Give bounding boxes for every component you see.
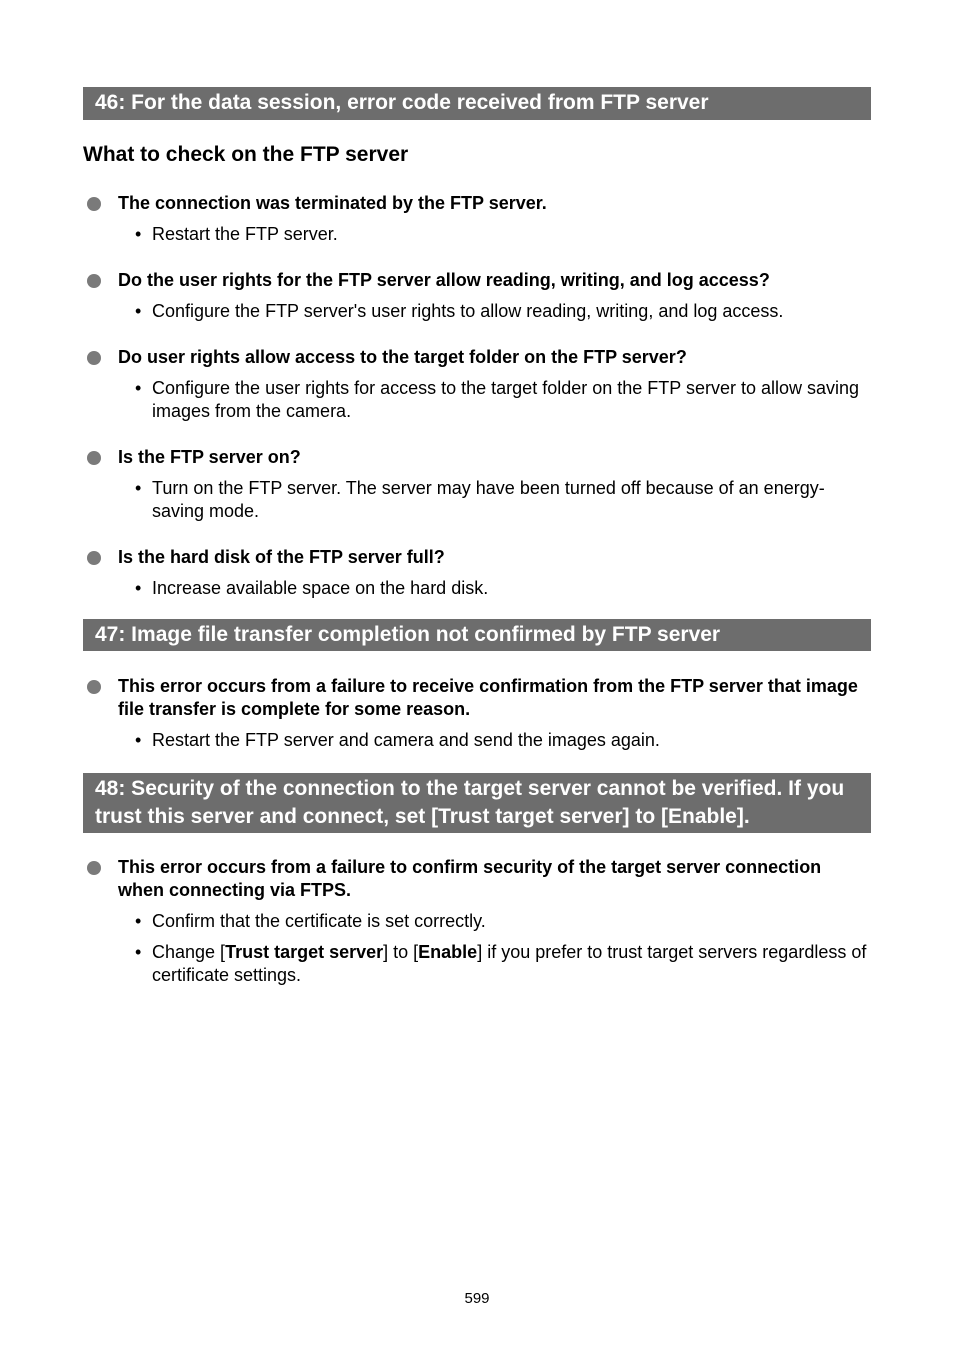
page-number: 599	[464, 1290, 490, 1307]
answer-item	[118, 729, 871, 752]
bullet-glyph: •	[135, 300, 142, 321]
answer-text: Restart the FTP server.	[152, 223, 338, 244]
answer-list	[118, 300, 871, 323]
question-item	[83, 675, 871, 752]
answer-item	[118, 477, 871, 523]
question-item	[83, 856, 871, 987]
question-text: Do user rights allow access to the target folder on the FTP server?	[118, 346, 687, 367]
answer-list	[118, 729, 871, 752]
bullet-dot-icon	[87, 274, 101, 288]
answer-item	[118, 941, 871, 987]
answer-item	[118, 577, 871, 600]
bullet-glyph: •	[135, 577, 142, 598]
answer-text: Increase available space on the hard disk.	[152, 577, 489, 598]
bullet-dot-icon	[87, 351, 101, 365]
question-text: Do the user rights for the FTP server allow reading, writing, and log access?	[118, 269, 770, 290]
answer-item	[118, 300, 871, 323]
bullet-dot-icon	[87, 680, 101, 694]
bullet-glyph: •	[135, 223, 142, 244]
bullet-dot-icon	[87, 551, 101, 565]
answer-list	[118, 377, 871, 423]
answer-list	[118, 910, 871, 987]
question-text: This error occurs from a failure to receive confirmation from the FTP server that image file transfer is complete for some reason.	[118, 676, 858, 719]
question-item	[83, 269, 871, 323]
section-heading-48: 48: Security of the connection to the target server cannot be verified. If you trust this server and connect, set [Trust target server] to [Enable].	[83, 773, 871, 833]
answer-text: Confirm that the certificate is set correctly.	[152, 911, 486, 931]
setting-name: Trust target server	[225, 942, 384, 962]
bullet-glyph: •	[135, 377, 142, 398]
answer-text: Configure the user rights for access to the target folder on the FTP server to allow saving images from the camera.	[152, 377, 860, 421]
subheading: What to check on the FTP server	[83, 142, 409, 166]
question-item	[83, 546, 871, 600]
answer-list	[118, 223, 871, 246]
setting-value: Enable	[418, 942, 478, 962]
question-item	[83, 446, 871, 523]
answer-text-middle: ] to [	[383, 942, 419, 962]
bullet-dot-icon	[87, 451, 101, 465]
answer-text: Turn on the FTP server. The server may have been turned off because of an energy-saving mode.	[152, 477, 825, 521]
bullet-dot-icon	[87, 197, 101, 211]
answer-text-suffix: ] if you prefer to trust target servers regardless of certificate settings.	[152, 942, 867, 985]
page-content	[83, 87, 871, 995]
answer-item	[118, 377, 871, 423]
bullet-glyph: •	[135, 477, 142, 498]
answer-item	[118, 910, 871, 933]
bullet-glyph: •	[135, 911, 142, 931]
answer-text: Restart the FTP server and camera and send the images again.	[152, 730, 660, 750]
section-heading-47: 47: Image file transfer completion not confirmed by FTP server	[83, 619, 871, 652]
question-item	[83, 346, 871, 423]
answer-text: Configure the FTP server's user rights to allow reading, writing, and log access.	[152, 300, 784, 321]
question-item	[83, 192, 871, 246]
bullet-glyph: •	[135, 942, 142, 962]
answer-list	[118, 477, 871, 523]
bullet-glyph: •	[135, 730, 142, 750]
answer-list	[118, 577, 871, 600]
question-text: This error occurs from a failure to confirm security of the target server connection when connecting via FTPS.	[118, 857, 822, 900]
bullet-dot-icon	[87, 861, 101, 875]
section-heading-46: 46: For the data session, error code received from FTP server	[83, 87, 871, 120]
question-text: The connection was terminated by the FTP server.	[118, 192, 547, 213]
question-text: Is the hard disk of the FTP server full?	[118, 546, 445, 567]
answer-item	[118, 223, 871, 246]
question-text: Is the FTP server on?	[118, 446, 301, 467]
answer-text-change	[152, 942, 866, 985]
answer-text-prefix: Change [	[152, 942, 226, 962]
